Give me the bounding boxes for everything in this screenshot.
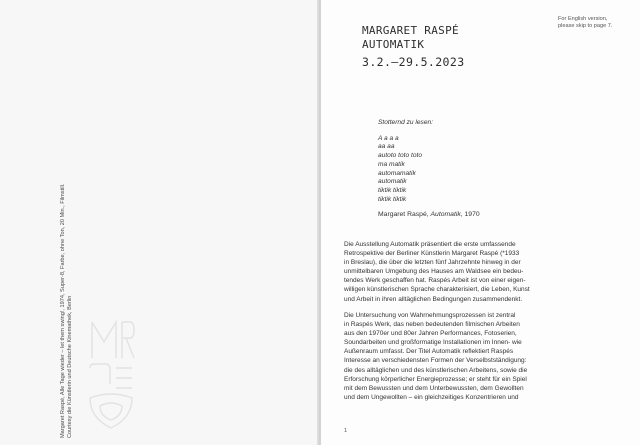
text-line: Außenraum umfasst. Der Titel Automatik reflektiert Raspés — [344, 348, 514, 356]
text-line: mit dem Bewussten und dem Unterbewussten, dem Gewollten — [344, 384, 524, 392]
text-line: in Breslau), die über die letzten fünf Jahrzehnte hinweg in der — [344, 259, 521, 267]
caption-line: Courtesy die Künstlerin und Deutsche Kinemathek, Berlin — [67, 295, 73, 438]
text-line: und Arbeit in ihren alltäglichen Bedingungen zusammendenkt. — [344, 295, 523, 303]
paragraph-intro — [344, 240, 584, 304]
poem-attribution — [378, 211, 480, 218]
attribution-year: , 1970 — [460, 211, 480, 218]
poem-line: autoto toto toto — [378, 152, 422, 160]
poem — [378, 119, 433, 204]
caption-line: Margaret Raspé, Alle Tage wieder – let them swing!, 1974, Super-8, Farbe, ohne Ton, 20 Min., Filmstill. — [60, 183, 66, 438]
text-line: Erforschung körperlicher Energieprozesse; er steht für ein Spiel — [344, 375, 527, 383]
text-line: Interesse an verschiedensten Formen der Verselbstständigung: — [344, 357, 527, 365]
exhibition-name: AUTOMATIK — [362, 37, 425, 51]
english-version-note — [558, 16, 638, 30]
poem-line: automatik — [378, 178, 407, 186]
left-page — [0, 0, 319, 445]
text-line: unmittelbaren Umgebung des Hauses am Waldsee ein bedeu- — [344, 268, 524, 276]
poem-line: ma matik — [378, 160, 405, 168]
attribution-author: Margaret Raspé, — [378, 211, 429, 218]
text-line: die des alltäglichen und des künstlerischen Arbeitens, sowie die — [344, 366, 528, 374]
paragraph-perception — [344, 311, 584, 402]
text-line: willigen künstlerischen Sprache charakterisiert, die Leben, Kunst — [344, 286, 530, 294]
exhibition-title — [362, 24, 459, 51]
artist-name: MARGARET RASPÉ — [362, 24, 459, 37]
poem-line: automamatik — [378, 169, 416, 177]
poem-line: tiktik tiktik — [378, 195, 407, 203]
poem-line: tiktik tiktik — [378, 186, 407, 194]
page-number: 1 — [344, 428, 348, 434]
text-line: und dem Ungewollten – ein gleichzeitiges Konzentrieren und — [344, 393, 519, 401]
text-line: Retrospektive der Berliner Künstlerin Margaret Raspé (*1933 — [344, 250, 520, 258]
embossed-watermark — [86, 318, 136, 443]
poem-line: A a a a — [378, 134, 399, 142]
film-still-caption — [60, 184, 74, 438]
text-line: Die Untersuchung von Wahrnehmungsprozessen ist zentral — [344, 312, 516, 319]
text-line: Die Ausstellung Automatik präsentiert die erste umfassende — [344, 241, 516, 248]
text-line: Soundarbeiten und großformatige Installationen im Innen- wie — [344, 339, 522, 347]
text-line: aus den 1970er und 80er Jahren Performances, Fotoserien, — [344, 330, 517, 338]
text-line: tendes Werk geschaffen hat. Raspés Arbeit ist von einer eigen- — [344, 277, 526, 285]
text-line: in Raspés Werk, das neben bedeutenden filmischen Arbeiten — [344, 321, 520, 329]
poem-line: aa aa — [378, 143, 395, 151]
attribution-work: Automatik — [430, 211, 461, 218]
note-line: For English version, — [558, 16, 608, 22]
note-line: please skip to page 7. — [558, 23, 613, 30]
poem-intro: Stotternd zu lesen: — [378, 119, 433, 126]
exhibition-dates: 3.2.–29.5.2023 — [362, 55, 465, 69]
